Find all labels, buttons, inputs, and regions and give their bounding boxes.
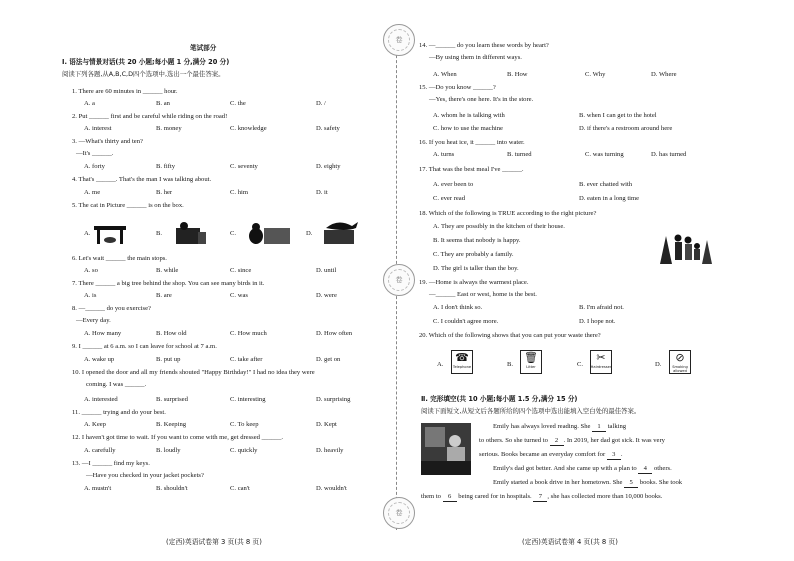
- question-stem: 7. There ______ a big tree behind the shop. You can see many birds in it.: [72, 280, 265, 287]
- litter-sign-icon: 🗑 Litter: [520, 350, 542, 374]
- question-stem: 10. I opened the door and all my friends shouted "Happy Birthday!" I had no idea they were: [72, 369, 315, 376]
- answer-option[interactable]: A. wake up: [84, 356, 115, 363]
- question-stem-continued: —Yes, there's one here. It's in the store.: [429, 96, 534, 103]
- answer-option[interactable]: A. How many: [84, 330, 122, 337]
- question-stem: 14. —______ do you learn these words by heart?: [419, 42, 549, 49]
- question-stem-continued: —By using them in different ways.: [429, 54, 522, 61]
- answer-option[interactable]: A.: [437, 361, 444, 368]
- cloze-line: [493, 478, 682, 488]
- picture-b-cat-in-box: [172, 220, 208, 246]
- answer-option[interactable]: C. knowledge: [230, 125, 267, 132]
- question-stem: 3. —What's thirty and ten?: [72, 138, 143, 145]
- answer-option[interactable]: B. her: [156, 189, 173, 196]
- picture-d-cat-on-box: [318, 216, 366, 246]
- hairdresser-sign-icon: ✂ Hairdresser: [590, 350, 612, 374]
- cloze-text: talking: [606, 423, 627, 430]
- answer-option[interactable]: B. turned: [507, 151, 532, 158]
- answer-option[interactable]: C. him: [230, 189, 248, 196]
- answer-option[interactable]: B. surprised: [156, 396, 188, 403]
- right-page: [397, 0, 794, 561]
- cloze-line: [421, 492, 662, 502]
- answer-option[interactable]: C.: [577, 361, 584, 368]
- question-stem: 6. Let's wait ______ the main stops.: [72, 255, 167, 262]
- question-stem: 4. That's ______. That's the man I was talking about.: [72, 176, 212, 183]
- answer-option[interactable]: C. quickly: [230, 447, 258, 454]
- answer-option[interactable]: A. carefully: [84, 447, 116, 454]
- question-stem: 9. I ______ at 6 a.m. so I can leave for school at 7 a.m.: [72, 343, 217, 350]
- answer-option[interactable]: B. shouldn't: [156, 485, 188, 492]
- seal-stamp-icon: 卷: [383, 497, 415, 529]
- answer-option[interactable]: B. put up: [156, 356, 181, 363]
- cloze-text: to others. So she turned to: [479, 437, 550, 444]
- answer-option[interactable]: C. interesting: [230, 396, 266, 403]
- cloze-text: Emily started a book drive in her hometown. She: [493, 479, 625, 486]
- answer-option[interactable]: C. Why: [585, 71, 606, 78]
- answer-option[interactable]: C. To keep: [230, 421, 259, 428]
- cloze-blank[interactable]: 7: [533, 492, 547, 502]
- answer-option[interactable]: A. Keep: [84, 421, 106, 428]
- question-stem: 5. The cat in Picture ______ is on the box.: [72, 202, 184, 209]
- answer-option[interactable]: D.: [306, 230, 313, 237]
- cloze-text: . In 2019, her dad got sick. It was very: [563, 437, 665, 444]
- question-stem-continued: —It's ______.: [76, 150, 114, 157]
- family-picture: [652, 226, 712, 266]
- question-stem: 1. There are 60 minutes in ______ hour.: [72, 88, 178, 95]
- cloze-blank[interactable]: 2: [550, 436, 564, 446]
- cloze-heading: Ⅱ. 完形填空(共 10 小题;每小题 1.5 分,满分 15 分): [421, 395, 578, 403]
- question-stem: 16. If you heat ice, it ______ into water.: [419, 139, 525, 146]
- question-stem: 18. Which of the following is TRUE according to the right picture?: [419, 210, 597, 217]
- telephone-sign-icon: ☎ Telephone: [451, 350, 473, 374]
- seal-stamp-icon: 卷: [383, 24, 415, 56]
- answer-option[interactable]: D. get on: [316, 356, 341, 363]
- cloze-text: serious. Books became an everyday comfort for: [479, 451, 607, 458]
- cloze-blank[interactable]: 6: [443, 492, 457, 502]
- answer-option[interactable]: D. wouldn't: [316, 485, 347, 492]
- answer-option[interactable]: A. turns: [433, 151, 455, 158]
- question-stem: 2. Put ______ first and be careful while riding on the road!: [72, 113, 228, 120]
- cloze-text: Emily has always loved reading. She: [493, 423, 593, 430]
- cloze-line: [479, 436, 665, 446]
- cloze-text: , she has collected more than 10,000 books.: [547, 493, 663, 500]
- answer-option[interactable]: C. was: [230, 292, 248, 299]
- answer-option[interactable]: B. I'm afraid not.: [579, 304, 624, 311]
- answer-option[interactable]: D. heavily: [316, 447, 344, 454]
- answer-option[interactable]: C. They are probably a family.: [433, 251, 514, 258]
- cloze-line: [493, 464, 672, 474]
- answer-option[interactable]: D. Where: [651, 71, 677, 78]
- answer-option[interactable]: A. I don't think so.: [433, 304, 483, 311]
- cloze-blank[interactable]: 3: [607, 450, 621, 460]
- cloze-line: [479, 450, 622, 460]
- cloze-blank[interactable]: 5: [624, 478, 638, 488]
- answer-option[interactable]: A.: [84, 230, 91, 237]
- answer-option[interactable]: B. money: [156, 125, 182, 132]
- answer-option[interactable]: B. an: [156, 100, 170, 107]
- answer-option[interactable]: B. How old: [156, 330, 187, 337]
- cloze-text: them to: [421, 493, 443, 500]
- answer-option[interactable]: A. is: [84, 292, 97, 299]
- answer-option[interactable]: A. When: [433, 71, 457, 78]
- cloze-photo: [421, 423, 471, 475]
- part-title: 笔试部分: [190, 44, 217, 52]
- question-stem: 19. —Home is always the warmest place.: [419, 279, 529, 286]
- answer-option[interactable]: D. eighty: [316, 163, 341, 170]
- footer-page-3: (定西)英语试卷第 3 页(共 8 页): [166, 538, 262, 546]
- cloze-text: books. She took: [638, 479, 683, 486]
- question-stem-continued: coming. I was ______.: [86, 381, 147, 388]
- answer-option[interactable]: A. They are possibly in the kitchen of their house.: [433, 223, 565, 230]
- answer-option[interactable]: C. since: [230, 267, 252, 274]
- answer-option[interactable]: C. ever read: [433, 195, 466, 202]
- cloze-text: others.: [652, 465, 672, 472]
- smoking-allowed-sign-icon: ⊘ Smoking allowed: [669, 350, 691, 374]
- section-heading: Ⅰ. 语法与情景对话(共 20 小题;每小题 1 分,满分 20 分): [62, 58, 230, 66]
- cloze-text: being cared for in hospitals.: [456, 493, 534, 500]
- answer-option[interactable]: B. ever chatted with: [579, 181, 633, 188]
- question-stem: 13. —I ______ find my keys.: [72, 460, 150, 467]
- answer-option[interactable]: D. surprising: [316, 396, 351, 403]
- question-stem: 11. ______ trying and do your best.: [72, 409, 166, 416]
- answer-option[interactable]: D. eaten in a long time: [579, 195, 640, 202]
- answer-option[interactable]: C. I couldn't agree more.: [433, 318, 499, 325]
- answer-option[interactable]: A. me: [84, 189, 101, 196]
- picture-a-cat-under-table: [92, 224, 128, 246]
- section-instruction: 阅读下列各题,从A,B,C,D四个选项中,选出一个最佳答案。: [62, 70, 225, 78]
- question-stem: 17. That was the best meal I've ______.: [419, 166, 524, 173]
- answer-option[interactable]: B. How: [507, 71, 528, 78]
- answer-option[interactable]: B. fifty: [156, 163, 176, 170]
- answer-option[interactable]: B. when I can get to the hotel: [579, 112, 657, 119]
- answer-option[interactable]: C. the: [230, 100, 246, 107]
- question-stem: 12. I haven't got time to wait. If you want to come with me, get dressed ______.: [72, 434, 284, 441]
- answer-option[interactable]: A. whom he is talking with: [433, 112, 505, 119]
- cloze-text: .: [620, 451, 623, 458]
- question-stem-continued: —Every day.: [76, 317, 111, 324]
- answer-option[interactable]: D. /: [316, 100, 326, 107]
- answer-option[interactable]: C. was turning: [585, 151, 624, 158]
- answer-option[interactable]: D. if there's a restroom around here: [579, 125, 673, 132]
- answer-option[interactable]: D. until: [316, 267, 337, 274]
- answer-option[interactable]: A. forty: [84, 163, 105, 170]
- answer-option[interactable]: C.: [230, 230, 237, 237]
- question-stem-continued: —Have you checked in your jacket pockets?: [86, 472, 204, 479]
- cloze-text: Emily's dad got better. And she came up with a plan to: [493, 465, 639, 472]
- cloze-instruction: 阅读下面短文,从短文后各题所给的四个选项中选出能填入空白处的最佳答案。: [421, 407, 641, 415]
- answer-option[interactable]: D. The girl is taller than the boy.: [433, 265, 519, 272]
- answer-option[interactable]: D. were: [316, 292, 337, 299]
- answer-option[interactable]: C. take after: [230, 356, 263, 363]
- question-stem: 15. —Do you know ______?: [419, 84, 496, 91]
- answer-option[interactable]: C. can't: [230, 485, 250, 492]
- question-stem: 8. —______ do you exercise?: [72, 305, 151, 312]
- answer-option[interactable]: B. are: [156, 292, 172, 299]
- answer-option[interactable]: B. while: [156, 267, 179, 274]
- seal-stamp-icon: 卷: [383, 264, 415, 296]
- answer-option[interactable]: D. How often: [316, 330, 353, 337]
- answer-option[interactable]: C. how to use the machine: [433, 125, 503, 132]
- answer-option[interactable]: D. has turned: [651, 151, 687, 158]
- answer-option[interactable]: D.: [655, 361, 662, 368]
- cloze-line: [493, 422, 626, 432]
- answer-option[interactable]: B. It seems that nobody is happy.: [433, 237, 521, 244]
- question-stem-continued: —______ East or west, home is the best.: [429, 291, 537, 298]
- answer-option[interactable]: A. ever been to: [433, 181, 474, 188]
- answer-option[interactable]: B. loudly: [156, 447, 181, 454]
- answer-option[interactable]: D. it: [316, 189, 328, 196]
- cloze-blank[interactable]: 1: [592, 422, 606, 432]
- answer-option[interactable]: C. seventy: [230, 163, 258, 170]
- answer-option[interactable]: A. mustn't: [84, 485, 112, 492]
- answer-option[interactable]: B. Keeping: [156, 421, 187, 428]
- answer-option[interactable]: D. Kept: [316, 421, 337, 428]
- answer-option[interactable]: B.: [507, 361, 514, 368]
- answer-option[interactable]: D. safety: [316, 125, 340, 132]
- question-stem: 20. Which of the following shows that you can put your waste there?: [419, 332, 601, 339]
- picture-c-cat-beside-box: [244, 220, 294, 246]
- cloze-blank[interactable]: 4: [638, 464, 652, 474]
- answer-option[interactable]: B.: [156, 230, 163, 237]
- answer-option[interactable]: A. a: [84, 100, 95, 107]
- answer-option[interactable]: A. interest: [84, 125, 112, 132]
- answer-option[interactable]: A. so: [84, 267, 98, 274]
- answer-option[interactable]: A. interested: [84, 396, 118, 403]
- footer-page-4: (定西)英语试卷第 4 页(共 8 页): [522, 538, 618, 546]
- answer-option[interactable]: D. I hope not.: [579, 318, 616, 325]
- answer-option[interactable]: C. How much: [230, 330, 267, 337]
